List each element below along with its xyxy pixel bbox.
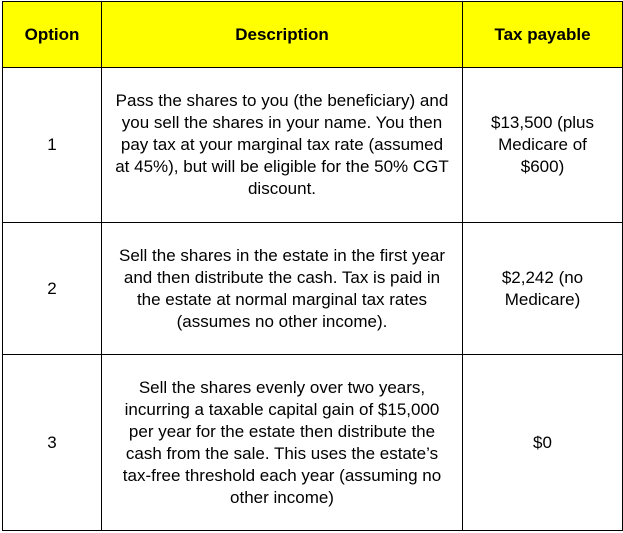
tax-options-table (2, 1, 623, 531)
tax-text: $2,242 (no Medicare) (501, 267, 584, 309)
table-row (3, 223, 623, 355)
option-description (102, 68, 463, 223)
header-row (3, 2, 623, 68)
header-tax-payable: Tax payable (463, 2, 623, 68)
tax-text: $0 (533, 432, 552, 452)
tax-payable (463, 68, 623, 223)
option-number: 2 (3, 223, 102, 355)
description-text: Pass the shares to you (the beneficiary) and you sell the shares in your name. You then pay tax at your marginal tax rate (assumed at 45%), but will be eligible for the 50% CGT discount. (115, 91, 449, 198)
option-description (102, 223, 463, 355)
header-description: Description (102, 2, 463, 68)
header-option: Option (3, 2, 102, 68)
table-row (3, 355, 623, 531)
option-number: 3 (3, 355, 102, 531)
table-row (3, 68, 623, 223)
option-number: 1 (3, 68, 102, 223)
description-text: Sell the shares evenly over two years, incurring a taxable capital gain of $15,000 per year for the estate then distribute the cash from the sale. This uses the estate’s tax-free threshold each year (assuming no other income) (122, 377, 442, 507)
option-description (102, 355, 463, 531)
description-text: Sell the shares in the estate in the first year and then distribute the cash. Tax is paid in the estate at normal marginal tax rates (assumes no other income). (118, 245, 445, 331)
tax-payable (463, 223, 623, 355)
tax-payable (463, 355, 623, 531)
tax-text: $13,500 (plus Medicare of $600) (490, 113, 595, 176)
